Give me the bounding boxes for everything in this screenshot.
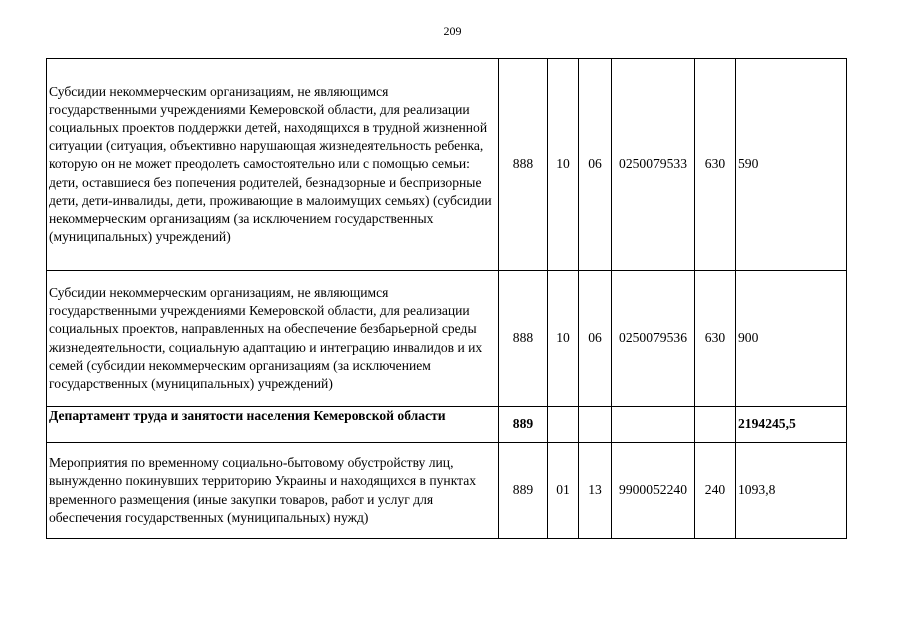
page-number: 209 (443, 24, 462, 38)
subsection-code-cell (579, 407, 612, 443)
target-article-cell: 0250079536 (612, 271, 695, 407)
subsection-code-cell: 06 (579, 59, 612, 271)
ministry-code-cell: 888 (499, 271, 548, 407)
table-row (47, 443, 847, 539)
target-article-cell: 0250079533 (612, 59, 695, 271)
ministry-code-cell: 889 (499, 407, 548, 443)
row-name-cell: Субсидии некоммерческим организациям, не являющимся государственными учреждениями Кемеровской области, для реализации социальных проектов, направленных на обеспечение безбарьерной среды жизнедеятельности, социальную адаптацию и интеграцию инвалидов и их семей (субсидии некоммерческим организациям (за исключением государственных (муниципальных) учреждений) (47, 271, 499, 407)
table-row (47, 407, 847, 443)
row-name-cell: Мероприятия по временному социально-бытовому обустройству лиц, вынужденно покинувших территорию Украины и находящихся в пунктах временного размещения (иные закупки товаров, работ и услуг для обеспечения государственных (муниципальных) нужд) (47, 443, 499, 539)
amount-cell: 2194245,5 (736, 407, 847, 443)
budget-table (46, 58, 847, 539)
amount-cell: 1093,8 (736, 443, 847, 539)
section-code-cell: 01 (548, 443, 579, 539)
row-name-cell: Субсидии некоммерческим организациям, не являющимся государственными учреждениями Кемеровской области, для реализации социальных проектов поддержки детей, находящихся в трудной жизненной ситуации (ситуация, объективно нарушающая жизнедеятельность ребенка, которую он не может преодолеть самостоятельно или с помощью семьи: дети, оставшиеся без попечения родителей, безнадзорные и беспризорные дети, дети-инвалиды, дети, проживающие в малоимущих семьях) (субсидии некоммерческим организациям (за исключением государственных (муниципальных) учреждений) (47, 59, 499, 271)
expense-type-cell (695, 407, 736, 443)
amount-cell: 900 (736, 271, 847, 407)
subsection-code-cell: 13 (579, 443, 612, 539)
table-row (47, 271, 847, 407)
section-code-cell: 10 (548, 271, 579, 407)
ministry-code-cell: 888 (499, 59, 548, 271)
section-code-cell (548, 407, 579, 443)
target-article-cell: 9900052240 (612, 443, 695, 539)
expense-type-cell: 630 (695, 271, 736, 407)
target-article-cell (612, 407, 695, 443)
expense-type-cell: 240 (695, 443, 736, 539)
amount-cell: 590 (736, 59, 847, 271)
section-code-cell: 10 (548, 59, 579, 271)
expense-type-cell: 630 (695, 59, 736, 271)
table-row (47, 59, 847, 271)
row-name-cell: Департамент труда и занятости населения Кемеровской области (47, 407, 499, 443)
subsection-code-cell: 06 (579, 271, 612, 407)
ministry-code-cell: 889 (499, 443, 548, 539)
